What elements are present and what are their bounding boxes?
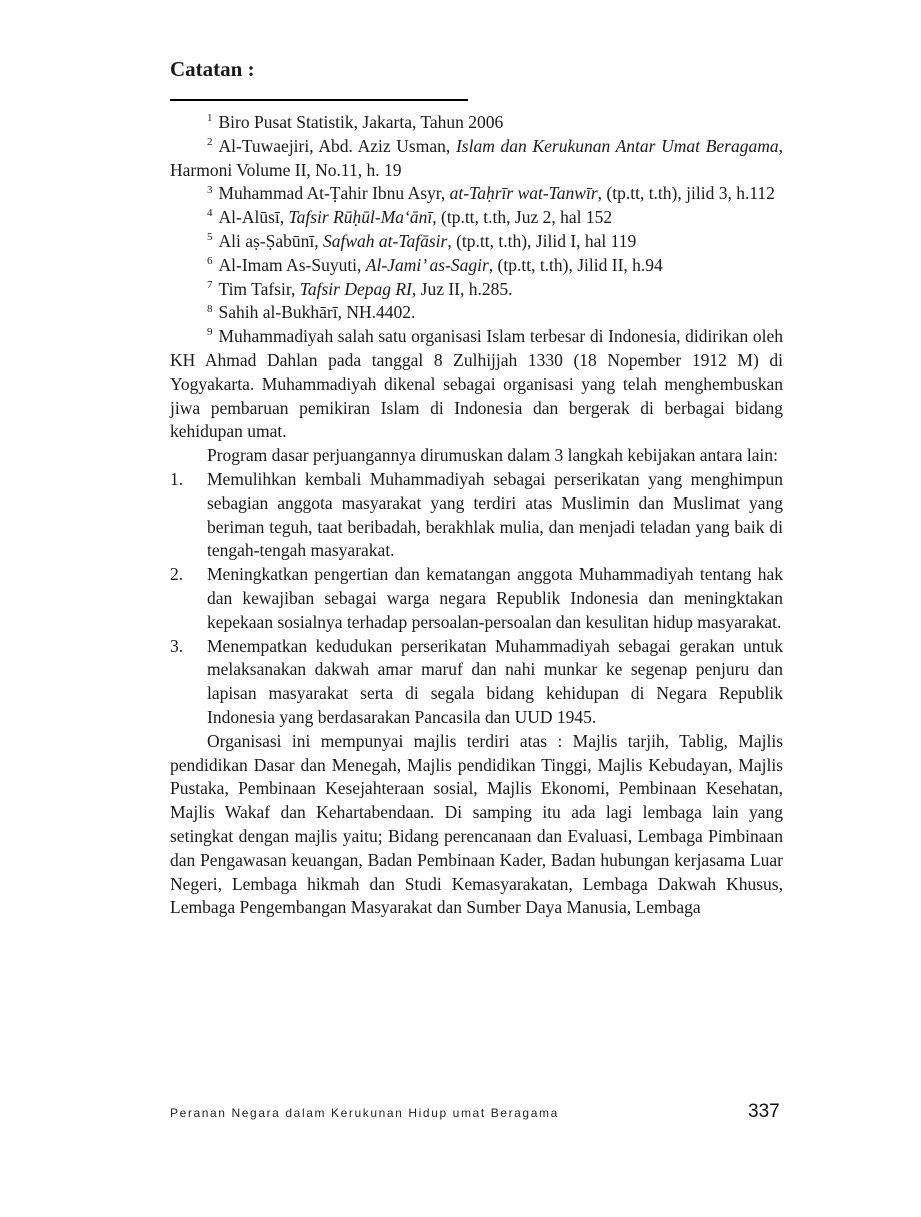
footnote-title: Tafsir Rūḥūl-Ma‘ānī bbox=[288, 207, 433, 228]
footnote-text-tail: , (tp.tt, t.th), Jilid II, h.94 bbox=[488, 254, 663, 275]
footnote-text: Al-Imam As-Suyuti, bbox=[218, 254, 366, 275]
footnote-text-tail: Juz II, h.285. bbox=[416, 278, 513, 299]
footnote-1 bbox=[170, 111, 783, 135]
footnote-9 bbox=[170, 325, 783, 444]
list-marker: 2. bbox=[170, 564, 184, 585]
footnote-text-tail: , (tp.tt, t.th), Jilid I, hal 119 bbox=[447, 230, 637, 251]
list-marker: 1. bbox=[170, 468, 184, 489]
document-body bbox=[170, 111, 783, 920]
footnote-number: 9 bbox=[207, 326, 213, 339]
page-number: 337 bbox=[748, 1101, 780, 1122]
footnote-number: 8 bbox=[207, 302, 213, 315]
list-item bbox=[170, 468, 783, 563]
footnote-number: 5 bbox=[207, 231, 213, 244]
footnote-number: 1 bbox=[207, 112, 213, 125]
page-heading: Catatan : bbox=[170, 57, 255, 81]
footnote-4 bbox=[170, 206, 783, 230]
list-marker: 3. bbox=[170, 635, 184, 656]
list-item-text: Memulihkan kembali Muhammadiyah sebagai perserikatan yang menghimpun sebagian anggota masyarakat yang terdiri atas Muslimin dan Muslimat yang beriman teguh, taat beribadah, berakhlak mulia, dan menjadi teladan yang baik di tengah-tengah masyarakat. bbox=[207, 468, 783, 561]
footnote-number: 6 bbox=[207, 254, 213, 267]
footnote-7 bbox=[170, 278, 783, 302]
list-item bbox=[170, 635, 783, 730]
organization-paragraph: Organisasi ini mempunyai majlis terdiri atas : Majlis tarjih, Tablig, Majlis pendidikan Dasar dan Menegah, Majlis pendidikan Tinggi, Majlis Kebudayan, Majlis Pustaka, Pembinaan Kesejahteraan sosial, Majlis Ekonomi, Pembinaan Kesehatan, Majlis Wakaf dan Kehartabendaan. Di samping itu ada lagi lembaga lain yang setingkat dengan majlis yaitu; Bidang perencanaan dan Evaluasi, Lembaga Pimbinaan dan Pengawasan keuangan, Badan Pembinaan Kader, Badan hubungan kerjasama Luar Negeri, Lembaga hikmah dan Studi Kemasyarakatan, Lembaga Dakwah Khusus, Lembaga Pengembangan Masyarakat dan Sumber Daya Manusia, Lembaga bbox=[170, 730, 783, 918]
footnote-text: Biro Pusat Statistik, Jakarta, Tahun 2006 bbox=[218, 112, 504, 132]
footnote-text-tail: , Harmoni Volume II, No.11, h. 19 bbox=[170, 135, 783, 180]
list-item bbox=[170, 563, 783, 634]
footnote-number: 7 bbox=[207, 278, 213, 291]
footnote-5 bbox=[170, 230, 783, 254]
list-item-text: Meningkatkan pengertian dan kematangan anggota Muhammadiyah tentang hak dan kewajiban sebagai warga negara Republik Indonesia dan meningktakan kepekaan sosialnya terhadap persoalan-persoalan dan kesulitan hidup masyarakat. bbox=[207, 564, 783, 632]
footnote-text: Muhammadiyah salah satu organisasi Islam terbesar di Indonesia, didirikan oleh KH Ahmad Dahlan pada tanggal 8 Zulhijjah 1330 (18 Nopember 1912 M) di Yogyakarta. Muhammadiyah dikenal sebagai organisasi yang telah menghembuskan jiwa pembaruan pemikiran Islam di Indonesia dan bergerak di berbagai bidang kehidupan umat. bbox=[170, 326, 783, 442]
footnote-text: Al-Alūsī, bbox=[218, 207, 289, 228]
footnote-text: Ali aṣ-Ṣabūnī, bbox=[218, 230, 324, 251]
footnote-text-tail: , (tp.tt, t.th, Juz 2, hal 152 bbox=[432, 207, 613, 228]
footnote-title: Al-Jami’ as-Sagir bbox=[365, 254, 489, 275]
footnote-number: 4 bbox=[207, 207, 213, 220]
footnote-title: at-Taḥrīr wat-Tanwīr bbox=[449, 183, 598, 204]
footnote-3 bbox=[170, 182, 783, 206]
running-footer-title: Peranan Negara dalam Kerukunan Hidup umat Beragama bbox=[170, 1106, 559, 1120]
footnote-separator-rule bbox=[170, 99, 468, 101]
program-list bbox=[170, 468, 783, 730]
footnote-text: Muhammad At-Ṭahir Ibnu Asyr, bbox=[218, 183, 450, 204]
footnote-title: Islam dan Kerukunan Antar Umat Beragama bbox=[455, 135, 779, 156]
footnote-text-tail: , (tp.tt, t.th), jilid 3, h.112 bbox=[597, 183, 775, 204]
footnote-title: Tafsir Depag RI, bbox=[299, 278, 417, 299]
footnote-2 bbox=[170, 135, 783, 183]
footnote-text: Sahih al-Bukhārī, NH.4402. bbox=[218, 302, 416, 323]
footnote-number: 2 bbox=[207, 135, 213, 148]
footnote-number: 3 bbox=[207, 183, 213, 196]
program-intro: Program dasar perjuangannya dirumuskan dalam 3 langkah kebijakan antara lain: bbox=[207, 445, 778, 466]
footnote-8 bbox=[170, 301, 783, 325]
footnote-6 bbox=[170, 254, 783, 278]
footnote-title: Safwah at-Tafāsir bbox=[323, 230, 448, 251]
footnote-text: Tim Tafsir, bbox=[218, 278, 300, 299]
list-item-text: Menempatkan kedudukan perserikatan Muhammadiyah sebagai gerakan untuk melaksanakan dakwah amar maruf dan nahi munkar ke segenap penjuru dan lapisan masyarakat serta di segala bidang kehidupan di Negara Republik Indonesia yang berdasarakan Pancasila dan UUD 1945. bbox=[207, 635, 783, 727]
footnote-text: Al-Tuwaejiri, Abd. Aziz Usman, bbox=[218, 135, 456, 156]
